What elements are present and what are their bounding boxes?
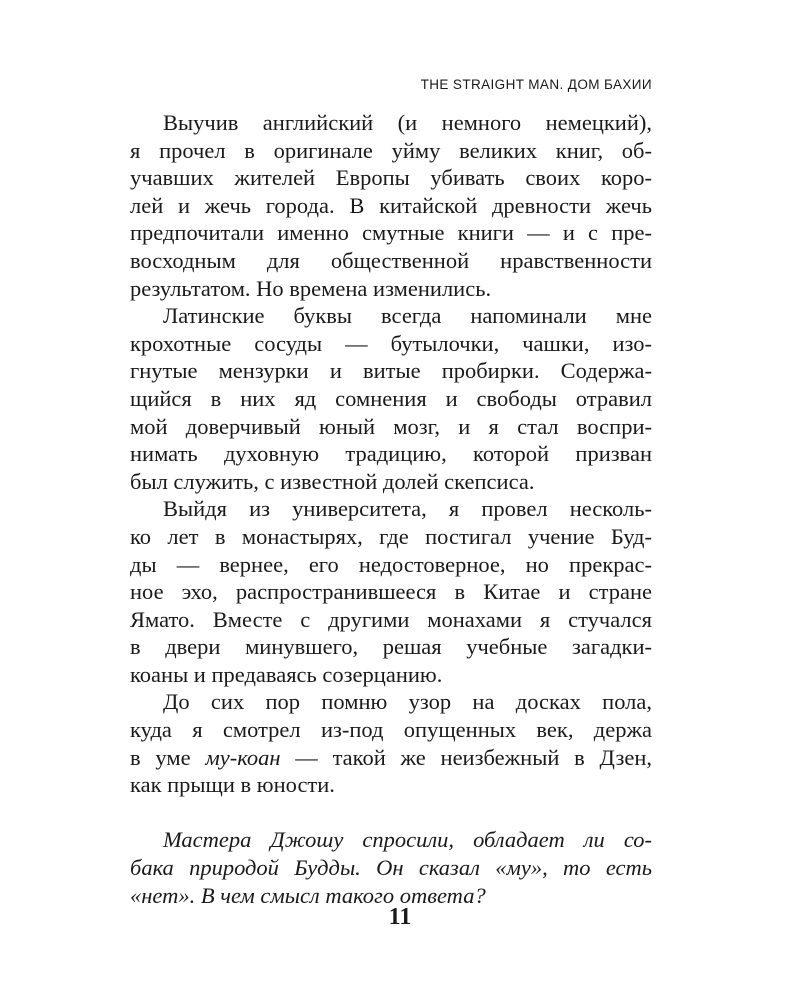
running-header: THE STRAIGHT MAN. ДОМ БАХИИ — [420, 77, 652, 92]
text-line: я прочел в оригинале уйму великих книг, об- — [130, 137, 652, 163]
text-line: восходным для общественной нравственности — [130, 247, 652, 273]
paragraph-4 — [130, 688, 652, 798]
text-line: ко лет в монастырях, где постигал учение Буд- — [130, 523, 652, 549]
text-fragment: — такой же неизбежный в Дзен, — [280, 744, 652, 770]
text-line: ды — вернее, его недостоверное, но прекрас- — [130, 551, 652, 577]
italic-term: му-коан — [205, 744, 281, 770]
text-line-mixed — [130, 744, 652, 772]
page-number: 11 — [388, 904, 412, 930]
text-line: крохотные сосуды — бутылочки, чашки, изо- — [130, 330, 652, 356]
text-line: Латинские буквы всегда напоминали мне — [163, 303, 652, 329]
text-line: в двери минувшего, решая учебные загадки- — [130, 634, 652, 660]
text-fragment: в уме — [130, 744, 206, 770]
main-text — [130, 109, 652, 909]
text-line: ное эхо, распространившееся в Китае и стране — [130, 579, 652, 605]
paragraph-2 — [130, 302, 652, 495]
text-line: был служить, с известной долей скепсиса. — [130, 468, 535, 494]
paragraph-1 — [130, 109, 652, 302]
text-line: куда я смотрел из-под опущенных век, держа — [130, 717, 652, 743]
text-line: лей и жечь города. В китайской древности жечь — [130, 192, 652, 218]
text-line: предпочитали именно смутные книги — и с пре- — [130, 220, 652, 246]
text-line: мой доверчивый юный мозг, и я стал воспри- — [130, 413, 652, 439]
paragraph-3 — [130, 495, 652, 688]
text-line: нимать духовную традицию, которой призван — [130, 441, 652, 467]
text-line: учавших жителей Европы убивать своих коро- — [130, 165, 652, 191]
text-line: Ямато. Вместе с другими монахами я стучался — [130, 606, 652, 632]
text-line: Выучив английский (и немного немецкий), — [163, 110, 652, 135]
text-line: как прыщи в юности. — [130, 772, 335, 798]
text-line: результатом. Но времена изменились. — [130, 275, 492, 301]
text-line: коаны и предаваясь созерцанию. — [130, 661, 443, 687]
text-line: Выйдя из университета, я провел несколь- — [163, 496, 652, 522]
section-spacer — [130, 799, 652, 827]
koan-line: Мастера Джошу спросили, обладает ли со- — [163, 827, 652, 853]
koan-line: «нет». В чем смысл такого ответа? — [130, 882, 486, 908]
koan-line: бака природой Будды. Он сказал «му», то есть — [130, 855, 652, 881]
koan-block — [130, 826, 652, 909]
text-line: гнутые мензурки и витые пробирки. Содержа- — [130, 358, 652, 384]
text-line: До сих пор помню узор на досках пола, — [163, 689, 652, 715]
text-line: щийся в них яд сомнения и свободы отравил — [130, 385, 652, 411]
